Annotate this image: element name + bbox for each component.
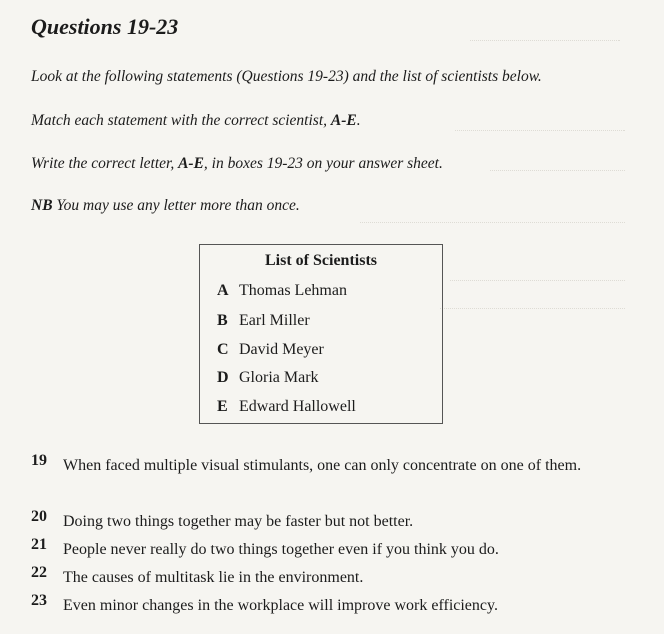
scientist-list-title: List of Scientists: [265, 252, 377, 269]
scientist-list-box: [199, 244, 443, 424]
scientist-letter: A: [217, 282, 229, 299]
instruction-text: .: [356, 112, 361, 129]
instruction-letters: A-E: [330, 112, 357, 129]
question-text: Even minor changes in the workplace will improve work efficiency.: [63, 597, 498, 614]
bleed-through-line: [360, 210, 625, 223]
scientist-item: [217, 369, 319, 387]
question-number: 19: [31, 452, 47, 469]
question-number: 22: [31, 564, 47, 581]
bleed-through-line: [490, 158, 625, 171]
question-text: Doing two things together may be faster but not better.: [63, 513, 414, 530]
instruction-line-3: [31, 155, 443, 173]
nb-note: [31, 197, 300, 215]
scientist-letter: E: [217, 398, 228, 415]
instruction-text: Look at the following statements (Questions 19-23) and the list of scientists below.: [31, 68, 542, 85]
bleed-through-line: [450, 268, 625, 281]
question-text: The causes of multitask lie in the environment.: [63, 569, 364, 586]
scientist-name: Thomas Lehman: [239, 282, 347, 299]
page-title: Questions 19-23: [31, 14, 179, 39]
bleed-through-line: [440, 296, 625, 309]
question-text: When faced multiple visual stimulants, one can only concentrate on one of them.: [63, 457, 582, 474]
nb-text: You may use any letter more than once.: [52, 197, 300, 214]
scientist-name: Earl Miller: [239, 312, 310, 329]
scientist-name: David Meyer: [239, 341, 324, 358]
bleed-through-heading: [470, 22, 620, 41]
question-number: 21: [31, 536, 47, 553]
scientist-item: [217, 282, 347, 300]
question-number: 20: [31, 508, 47, 525]
instruction-text: Match each statement with the correct scientist,: [31, 112, 331, 129]
scientist-item: [217, 341, 324, 359]
instruction-line-2: [31, 112, 361, 130]
question-text: People never really do two things together even if you think you do.: [63, 541, 499, 558]
scientist-name: Gloria Mark: [239, 369, 319, 386]
instruction-letters: A-E: [178, 155, 204, 172]
scientist-item: [217, 312, 310, 330]
scientist-letter: C: [217, 341, 229, 358]
bleed-through-line: [455, 118, 625, 131]
scientist-letter: D: [217, 369, 229, 386]
scientist-letter: B: [217, 312, 228, 329]
instruction-line-1: [31, 68, 542, 86]
scientist-name: Edward Hallowell: [239, 398, 356, 415]
scientist-item: [217, 398, 356, 416]
instruction-text: Write the correct letter,: [31, 155, 179, 172]
instruction-text: , in boxes 19-23 on your answer sheet.: [203, 155, 443, 172]
nb-label: NB: [31, 197, 53, 214]
question-number: 23: [31, 592, 47, 609]
